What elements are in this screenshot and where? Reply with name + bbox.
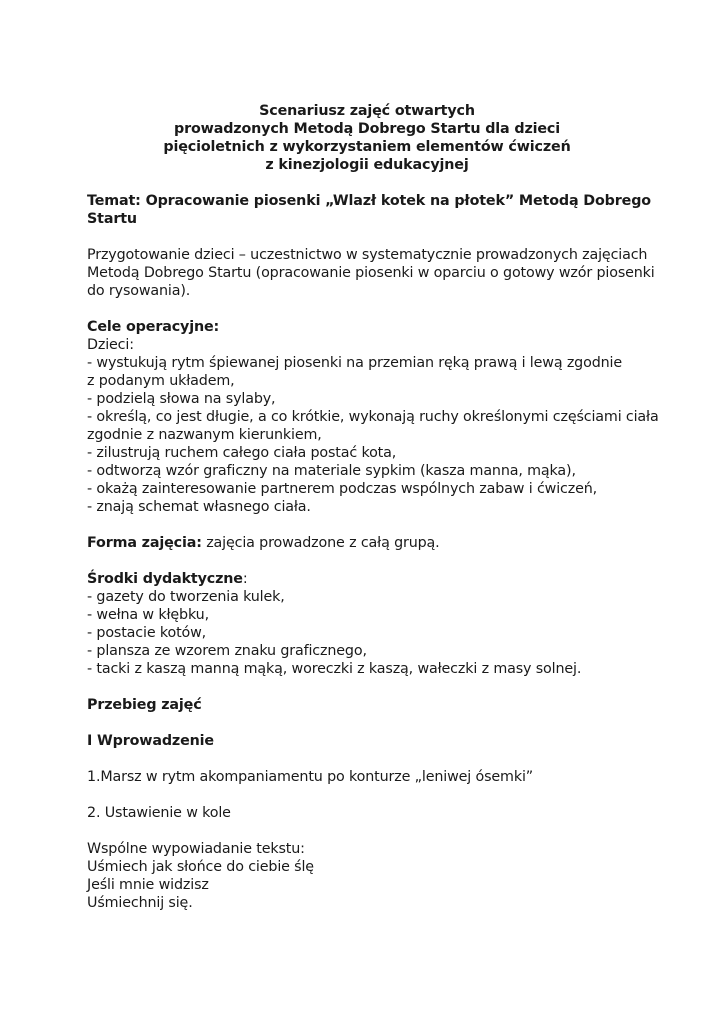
aids-item: - plansza ze wzorem znaku graficznego, [87,643,367,659]
goals-section [87,318,659,516]
goal-line: - określą, co jest długie, a co krótkie, wykonają ruchy określonymi częściami ciała [87,409,659,425]
step-two: 2. Ustawienie w kole [87,805,231,821]
aids-item: - gazety do tworzenia kulek, [87,589,285,605]
goal-line: - zilustrują ruchem całego ciała postać kota, [87,445,397,461]
title-line: pięcioletnich z wykorzystaniem elementów ćwiczeń [163,139,571,155]
form-text: zajęcia prowadzone z całą grupą. [201,535,440,551]
intro-line: do rysowania). [87,283,191,299]
form-section [87,534,647,552]
aids-label: Środki dydaktyczne [87,571,243,587]
goal-line: z podanym układem, [87,373,235,389]
intro-paragraph [87,246,655,300]
aids-item: - postacie kotów, [87,625,207,641]
goal-line: zgodnie z nazwanym kierunkiem, [87,427,322,443]
goal-line: - podzielą słowa na sylaby, [87,391,276,407]
intro-line: Metodą Dobrego Startu (opracowanie piosenki w oparciu o gotowy wzór piosenki [87,265,655,281]
goal-line: - odtworzą wzór graficzny na materiale sypkim (kasza manna, mąka), [87,463,576,479]
title-line: prowadzonych Metodą Dobrego Startu dla dzieci [174,121,560,137]
topic-line: Startu [87,211,137,227]
goal-line: - okażą zainteresowanie partnerem podczas wspólnych zabaw i ćwiczeń, [87,481,598,497]
intro-line: Przygotowanie dzieci – uczestnictwo w systematycznie prowadzonych zajęciach [87,247,648,263]
topic-heading [87,192,651,228]
aids-section [87,570,647,678]
aids-colon: : [242,571,248,587]
recitation-line: Jeśli mnie widzisz [87,877,209,893]
aids-heading-row [87,570,647,588]
goal-line: - wystukują rytm śpiewanej piosenki na przemian ręką prawą i lewą zgodnie [87,355,623,371]
course-heading: Przebieg zajęć [87,697,202,713]
recitation-lead: Wspólne wypowiadanie tekstu: [87,841,305,857]
step-one: 1.Marsz w rytm akompaniamentu po konturze „leniwej ósemki” [87,769,534,785]
form-label: Forma zajęcia: [87,535,202,551]
aids-item: - tacki z kaszą manną mąką, woreczki z kaszą, wałeczki z masy solnej. [87,661,582,677]
section-heading: I Wprowadzenie [87,733,214,749]
title-line: Scenariusz zajęć otwartych [259,103,475,119]
recitation-line: Uśmiech jak słońce do ciebie ślę [87,859,314,875]
recitation-section [87,840,647,912]
title-line: z kinezjologii edukacyjnej [265,157,469,173]
document-page [87,102,659,912]
recitation-line: Uśmiechnij się. [87,895,193,911]
document-title [87,102,647,174]
aids-item: - wełna w kłębku, [87,607,209,623]
goals-heading: Cele operacyjne: [87,319,220,335]
goal-line: - znają schemat własnego ciała. [87,499,311,515]
goals-lead: Dzieci: [87,337,134,353]
topic-line: Temat: Opracowanie piosenki „Wlazł kotek na płotek” Metodą Dobrego [87,193,651,209]
